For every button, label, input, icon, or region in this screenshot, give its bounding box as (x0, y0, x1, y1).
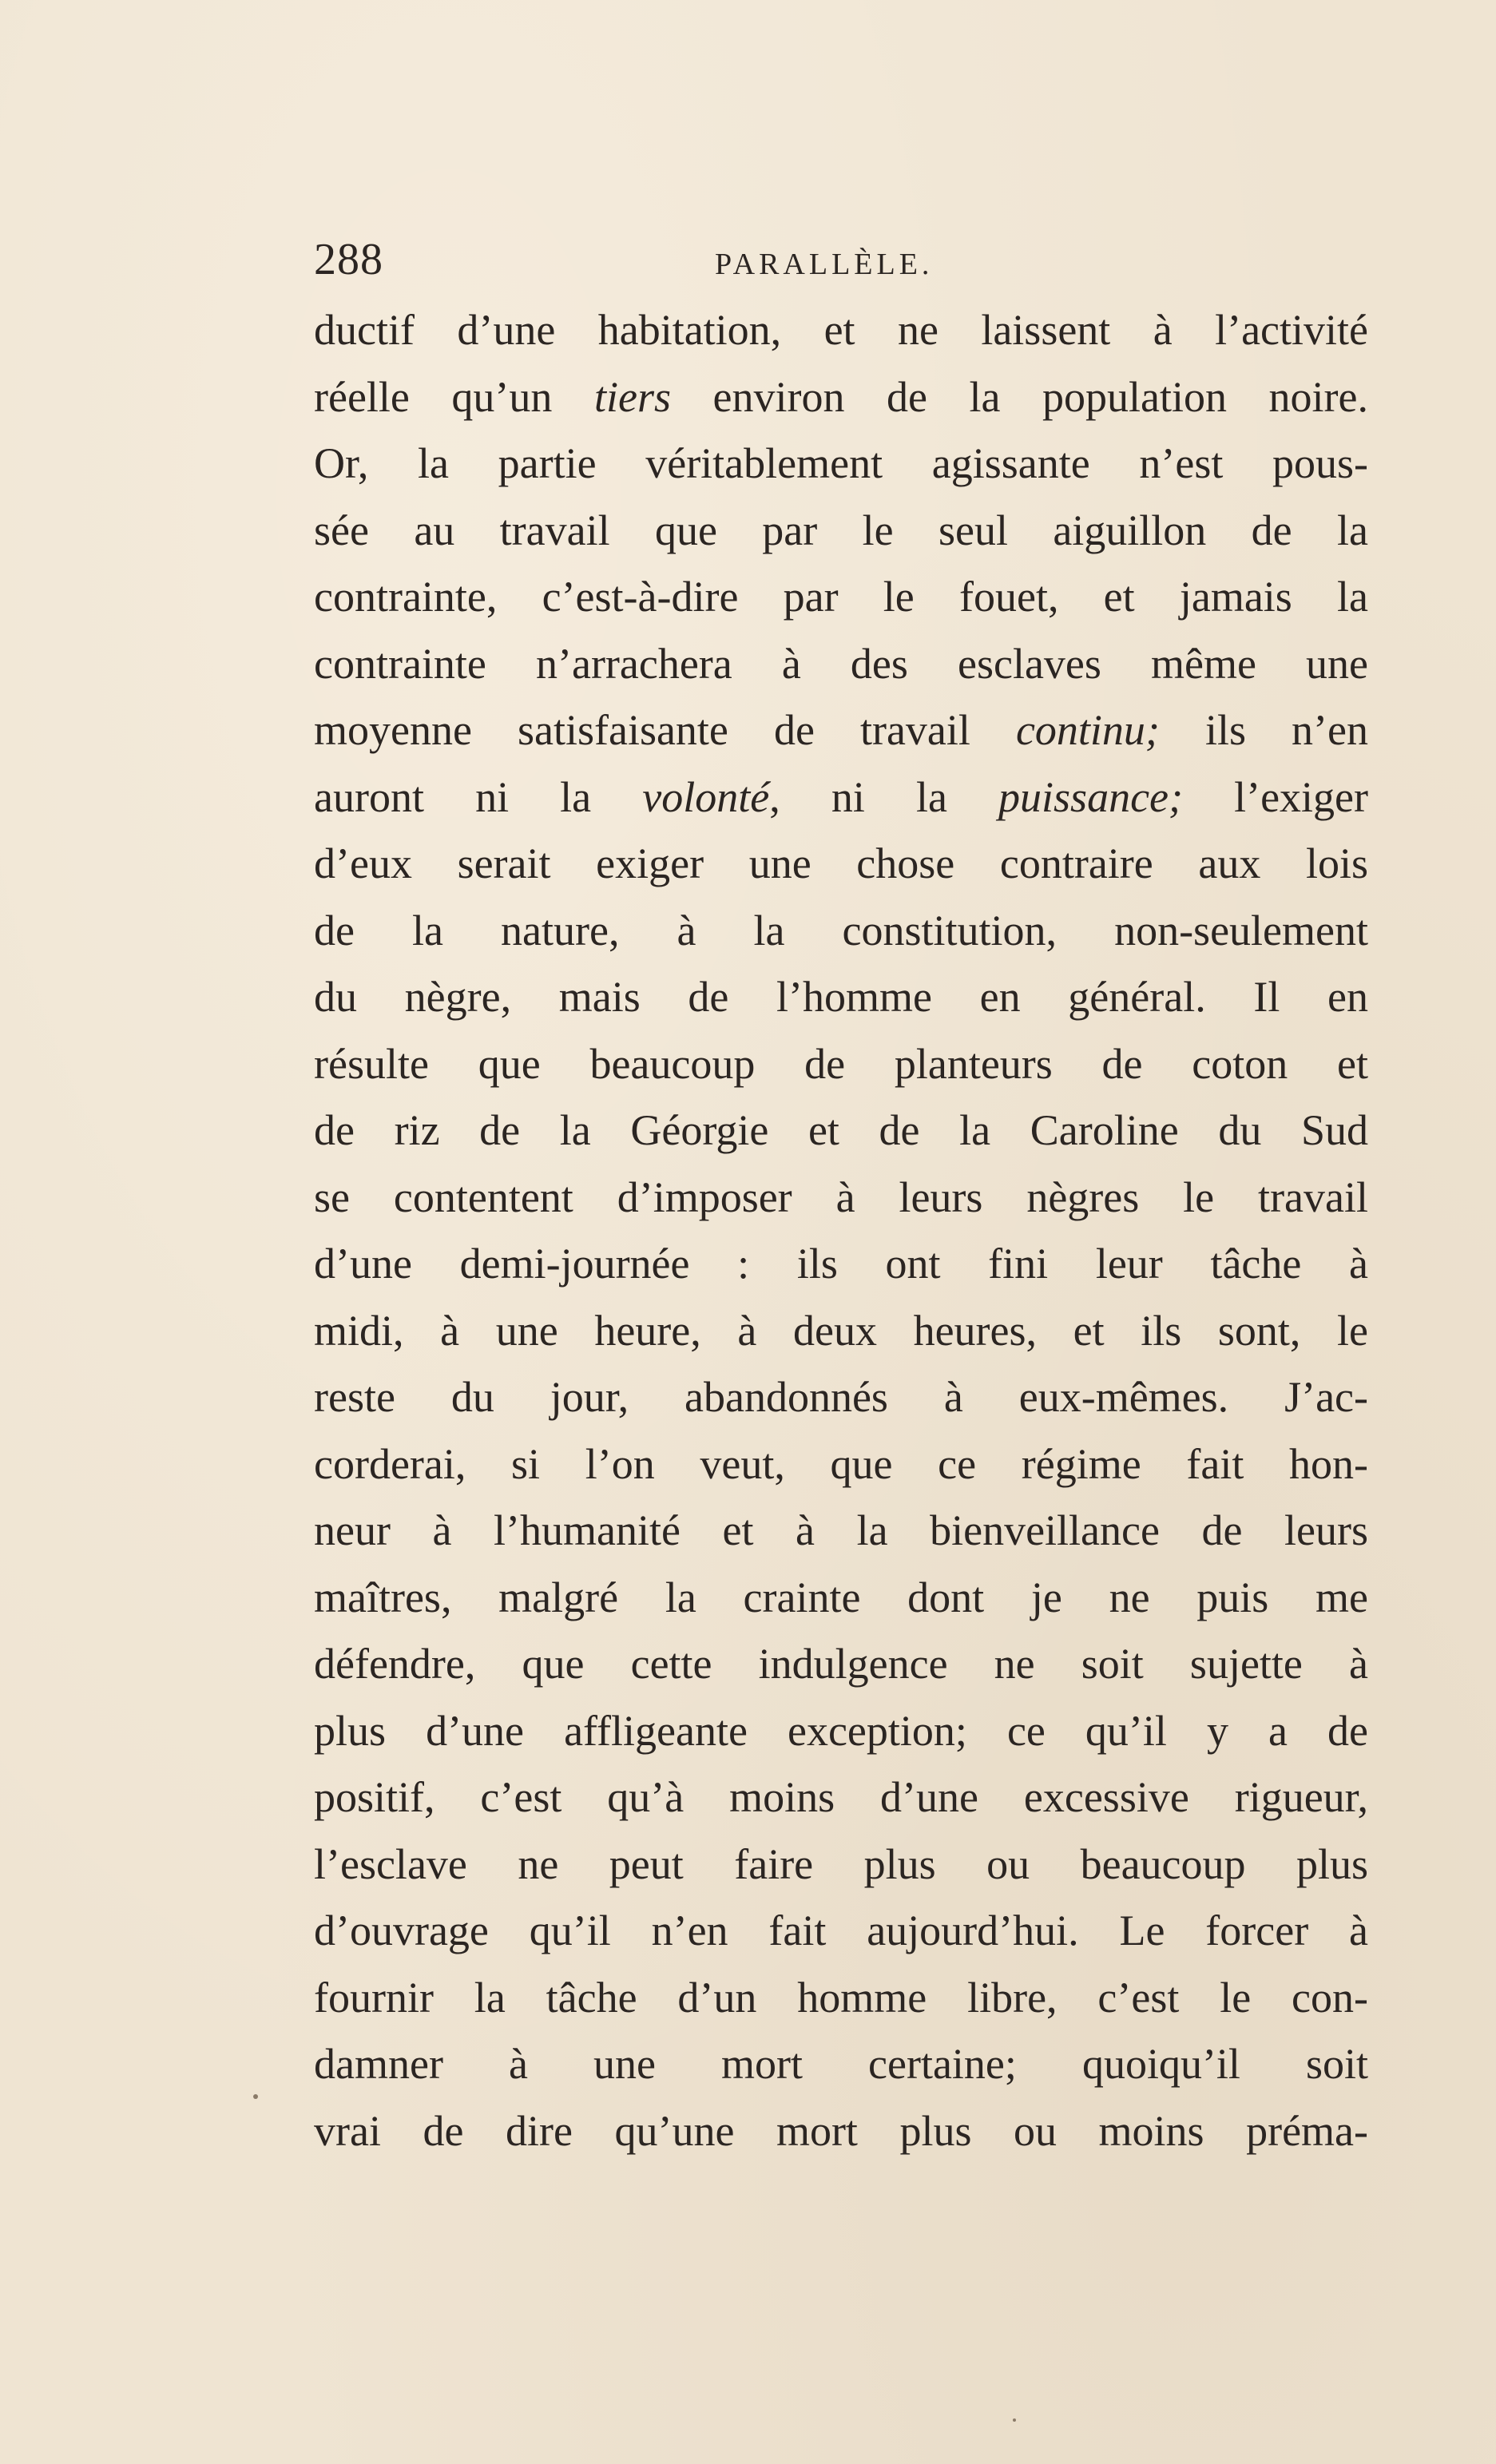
text-run: ils n’en (1159, 706, 1368, 754)
text-line (314, 1498, 1368, 1565)
italic-word: tiers (593, 372, 671, 421)
text-run: se contentent d’imposer à leurs nègres le travail (314, 1172, 1368, 1221)
text-run: vrai de dire qu’une mort plus ou moins préma- (314, 2106, 1368, 2155)
text-run: d’ouvrage qu’il n’en fait aujourd’hui. Le forcer à (314, 1907, 1368, 1954)
text-run: d’eux serait exiger une chose contraire aux lois (314, 839, 1368, 887)
text-run: maîtres, malgré la crainte dont je ne puis me (314, 1573, 1368, 1621)
text-line (314, 2031, 1368, 2098)
text-line (314, 1698, 1368, 1765)
text-run: l’esclave ne peut faire plus ou beaucoup plus (314, 1839, 1368, 1888)
text-line (314, 1165, 1368, 1232)
paper-speck (253, 2094, 258, 2099)
text-run: Or, la partie véritablement agissante n’est pous- (314, 439, 1368, 487)
text-run: midi, à une heure, à deux heures, et ils sont, le (314, 1306, 1368, 1355)
text-run: neur à l’humanité et à la bienveillance de leurs (314, 1506, 1368, 1554)
text-line (314, 1231, 1368, 1298)
text-run: réelle qu’un (314, 372, 594, 421)
text-run: défendre, que cette indulgence ne soit sujette à (314, 1640, 1368, 1688)
text-run: du nègre, mais de l’homme en général. Il en (314, 973, 1368, 1021)
text-line (314, 1965, 1368, 2032)
text-line (314, 697, 1368, 764)
text-run: fournir la tâche d’un homme libre, c’est le con- (314, 1973, 1368, 2022)
text-line (314, 1831, 1368, 1899)
text-run: positif, c’est qu’à moins d’une excessive rigueur, (314, 1773, 1368, 1821)
text-line (314, 964, 1368, 1031)
running-header (314, 228, 1368, 292)
text-line (314, 2098, 1368, 2165)
text-run: sée au travail que par le seul aiguillon de la (314, 506, 1368, 554)
text-run: plus d’une affligeante exception; ce qu’il y a de (314, 1706, 1368, 1755)
text-run: résulte que beaucoup de planteurs de coton et (314, 1039, 1368, 1088)
text-run: reste du jour, abandonnés à eux-mêmes. J’ac- (314, 1373, 1368, 1421)
text-line (314, 498, 1368, 565)
text-line (314, 1031, 1368, 1098)
body-text (314, 297, 1368, 2164)
text-run: moyenne satisfaisante de travail (314, 706, 1016, 754)
text-run: l’exiger (1182, 772, 1368, 821)
running-title: PARALLÈLE. (715, 248, 934, 281)
italic-word: continu; (1015, 706, 1160, 754)
text-line (314, 1298, 1368, 1365)
text-line (314, 1097, 1368, 1165)
text-line (314, 1764, 1368, 1831)
text-run: auront ni la (314, 772, 643, 821)
text-run: de la nature, à la constitution, non-seulement (314, 906, 1368, 954)
text-line (314, 297, 1368, 364)
italic-word: volonté (642, 772, 770, 821)
text-line (314, 1364, 1368, 1431)
text-line (314, 431, 1368, 498)
page-number: 288 (314, 235, 383, 284)
text-line (314, 898, 1368, 965)
text-line (314, 631, 1368, 698)
text-line (314, 1898, 1368, 1965)
text-line (314, 564, 1368, 631)
text-line (314, 764, 1368, 831)
text-run: damner à une mort certaine; quoiqu’il soit (314, 2040, 1368, 2088)
text-run: d’une demi-journée : ils ont fini leur tâche à (314, 1240, 1368, 1288)
text-line (314, 1565, 1368, 1632)
text-run: , ni la (769, 772, 999, 821)
text-run: contrainte, c’est-à-dire par le fouet, et jamais la (314, 573, 1368, 621)
text-run: corderai, si l’on veut, que ce régime fait hon- (314, 1439, 1368, 1488)
text-line (314, 831, 1368, 898)
text-run: de riz de la Géorgie et de la Caroline du Sud (314, 1106, 1368, 1154)
text-run: environ de la population noire. (670, 372, 1369, 421)
text-line (314, 364, 1368, 431)
italic-word: puissance; (998, 772, 1183, 821)
text-run: ductif d’une habitation, et ne laissent à l’activité (314, 306, 1368, 354)
text-line (314, 1631, 1368, 1698)
text-line (314, 1431, 1368, 1498)
paper-speck (1013, 2418, 1016, 2422)
text-run: contrainte n’arrachera à des esclaves même une (314, 639, 1368, 688)
